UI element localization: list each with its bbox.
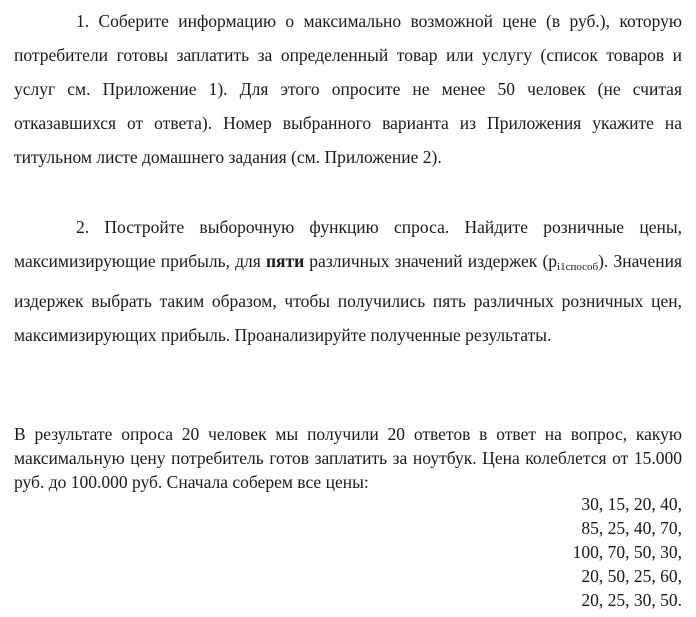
price-line: 20, 25, 30, 50.	[581, 590, 682, 610]
price-line: 30, 15, 20, 40,	[581, 494, 682, 514]
task-2-text-end: ). Значения издержек выбрать таким образом, чтобы получились пять различных розничных цен, максимизирующих прибыль. Проанализируйте полученные результаты.	[14, 251, 682, 345]
price-line: 85, 25, 40, 70,	[581, 518, 682, 538]
price-line: 20, 50, 25, 60,	[581, 566, 682, 586]
task-2-paragraph	[14, 210, 682, 352]
task-1-text: 1. Соберите информацию о максимально возможной цене (в руб.), которую потребители готовы заплатить за определенный товар или услугу (список товаров и услуг см. Приложение 1). Для этого опросите не менее 50 человек (не считая отказавшихся от ответа). Номер выбранного варианта из Приложения укажите на титульном листе домашнего задания (см. Приложение 2).	[14, 11, 682, 167]
task-2-text-middle: различных значений издержек (p	[304, 251, 558, 271]
price-line: 100, 70, 50, 30,	[572, 542, 682, 562]
task-2-bold-word: пяти	[265, 251, 305, 271]
survey-text: В результате опроса 20 человек мы получили 20 ответов в ответ на вопрос, какую максимальную цену потребитель готов заплатить за ноутбук. Цена колеблется от 15.000 руб. до 100.000 руб. Сначала соберем все цены:	[14, 424, 682, 492]
task-2-subscript: i1способ	[557, 261, 599, 273]
task-1-paragraph	[14, 4, 682, 174]
survey-paragraph	[14, 422, 682, 494]
task-2-text-start: 2. Постройте выборочную функцию спроса. Найдите розничные цены, максимизирующие прибыль, для	[14, 217, 682, 271]
price-list	[573, 492, 682, 612]
